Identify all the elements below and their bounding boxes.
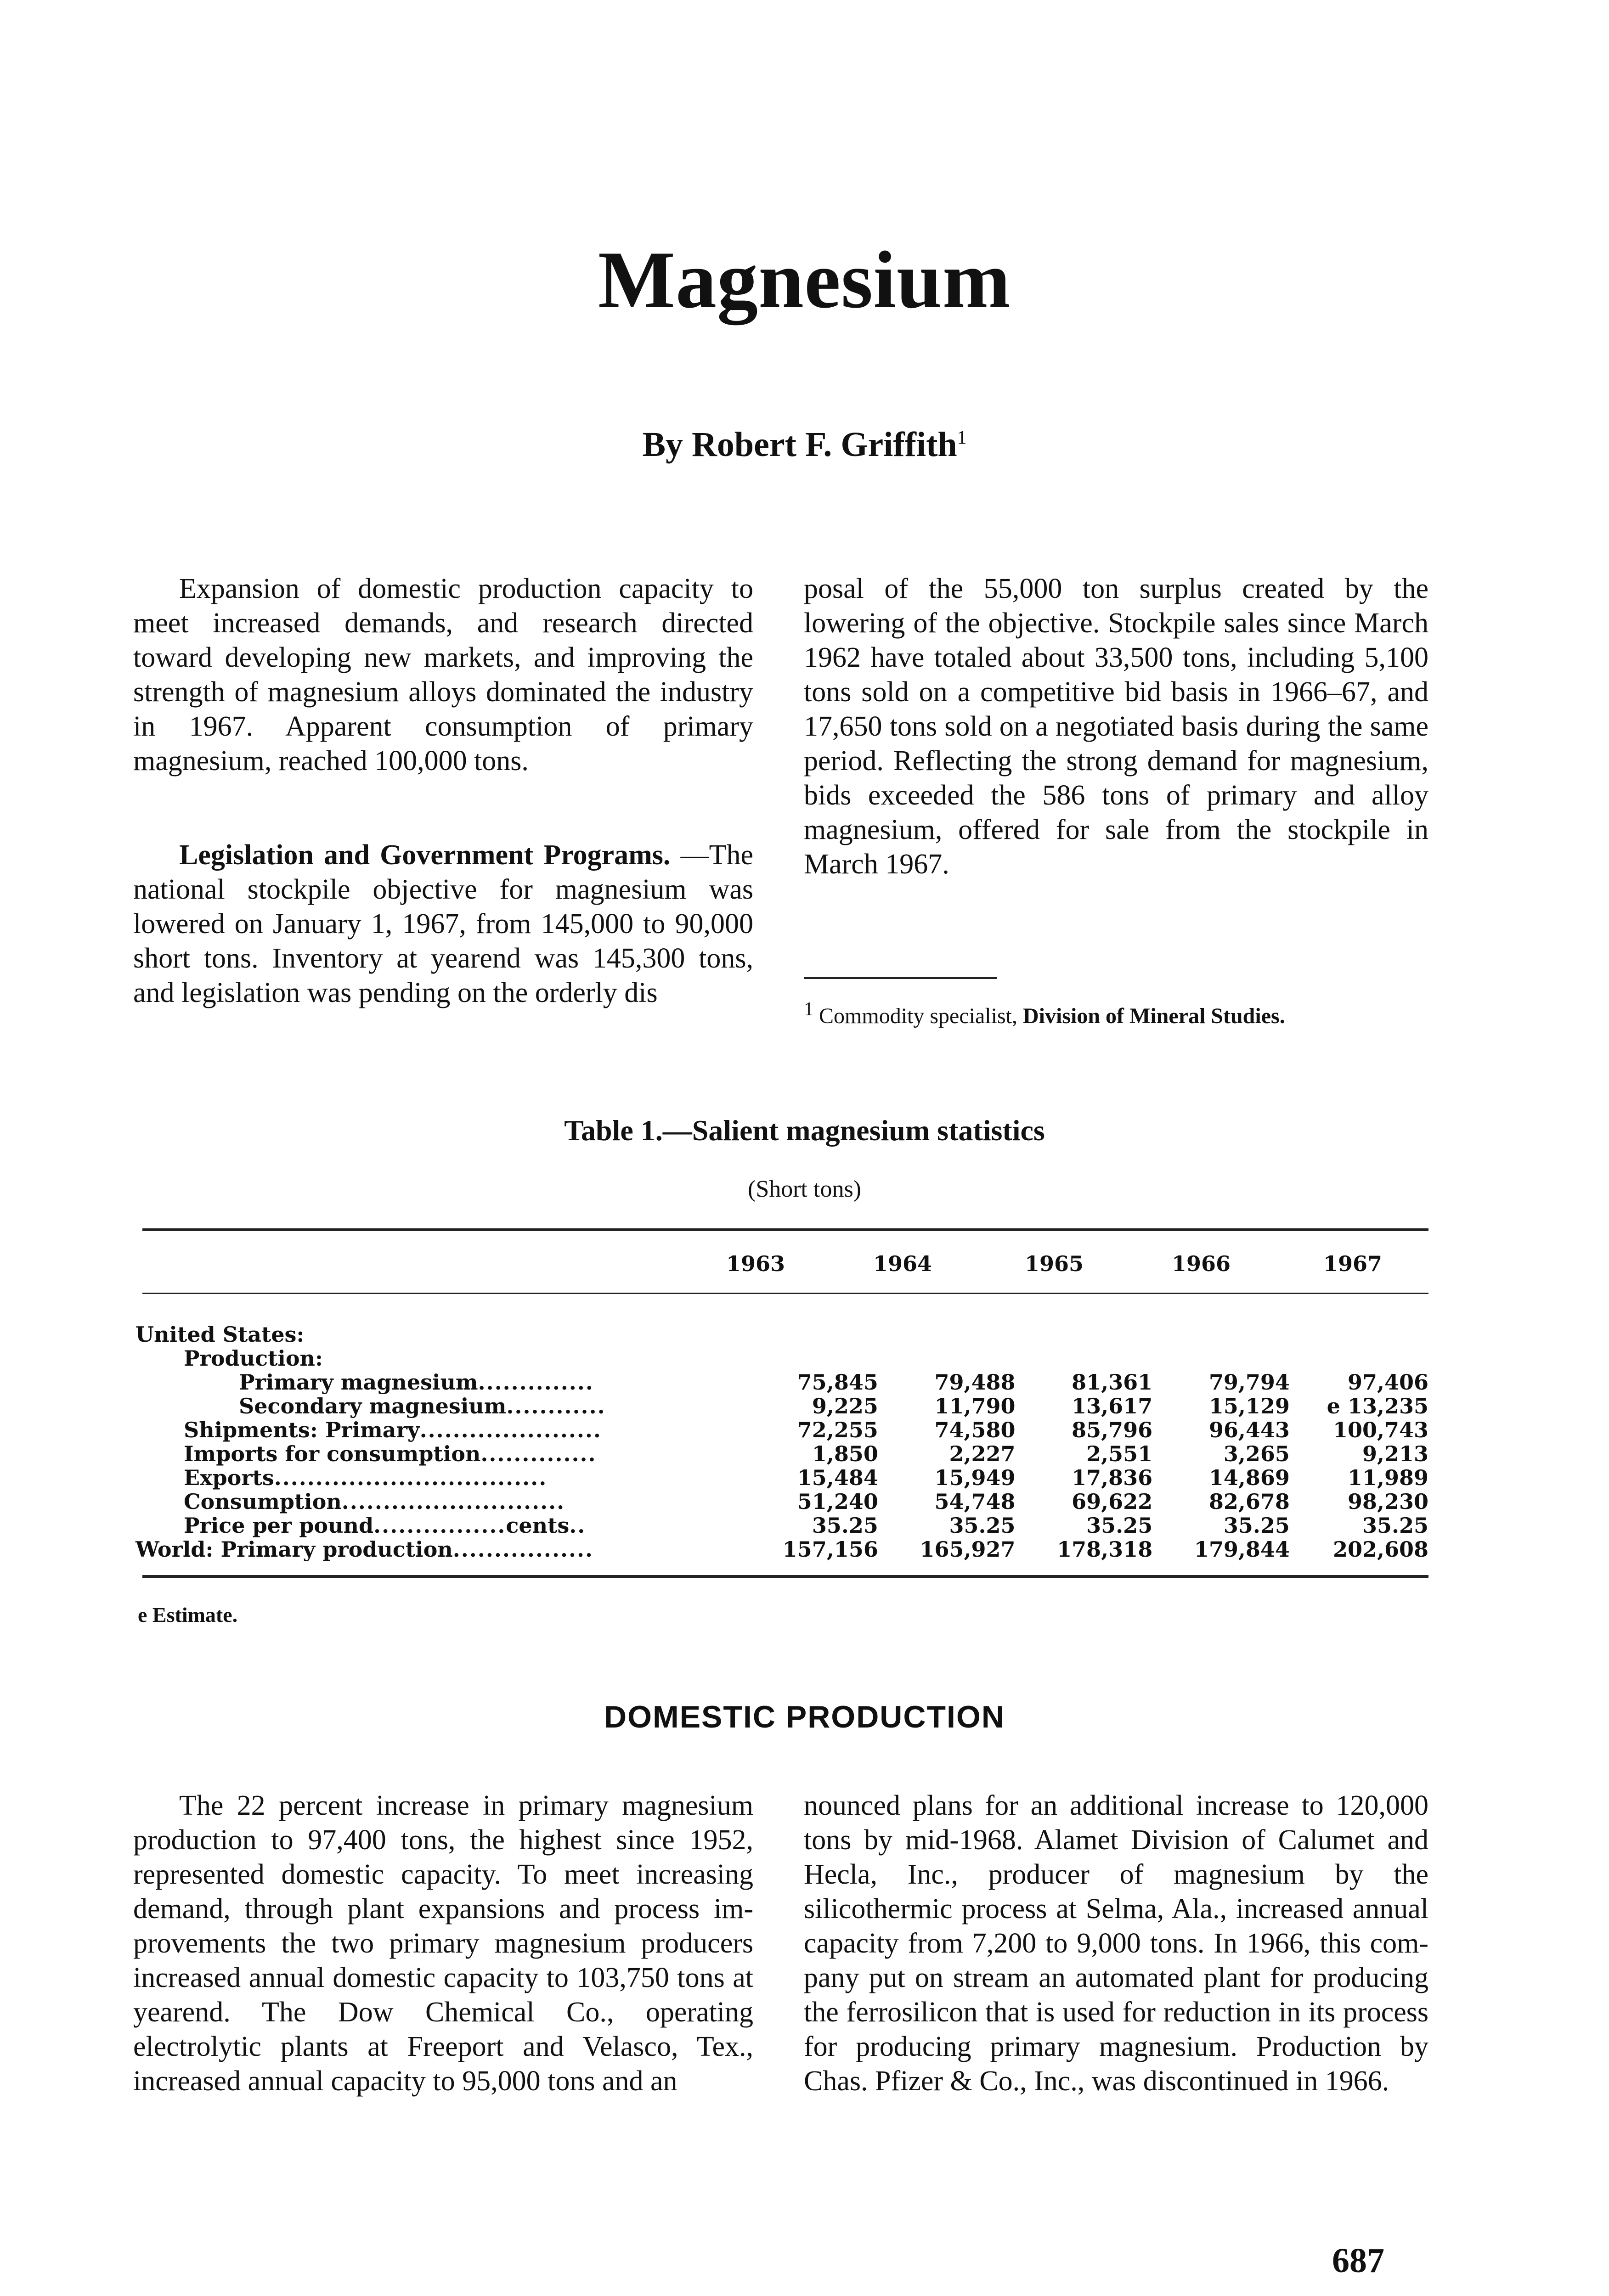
footnote-text: Commodity specialist, <box>819 1004 1017 1028</box>
table-row <box>135 1346 1428 1370</box>
table-cell: 98,230 <box>1347 1489 1428 1514</box>
table-cell: 1,850 <box>812 1441 878 1466</box>
table-cell: 35.25 <box>1362 1513 1428 1538</box>
row-label: Production: <box>184 1346 323 1371</box>
table-cell: 11,790 <box>934 1394 1016 1418</box>
table-cell: 35.25 <box>949 1513 1016 1538</box>
domestic-paragraph: The 22 percent increase in primary magnesium production to 97,400 tons, the highest since 1952, represented domestic capacity. To meet increasing demand, through plant expansions and process improvements the two primary magnesium producers increased annual domestic capacity to 103,750 tons at yearend. The Dow Chemical Co., operating electrolytic plants at Freeport and Velasco, Tex., increased annual capacity to 95,000 tons and an <box>133 1790 753 2097</box>
table-cell: 81,361 <box>1072 1370 1153 1395</box>
table-cell: 82,678 <box>1208 1489 1290 1514</box>
table-cell: 74,580 <box>934 1418 1016 1442</box>
row-label: Shipments: Primary...................... <box>184 1418 602 1442</box>
table-cell: 100,743 <box>1332 1418 1428 1442</box>
legislation-section <box>133 838 753 1010</box>
table-row <box>135 1418 1428 1442</box>
year-header-1967: 1967 <box>1323 1251 1383 1276</box>
table-cell: 9,225 <box>812 1394 878 1418</box>
table-row <box>135 1322 1428 1346</box>
table-note: e Estimate. <box>138 1603 238 1626</box>
intro-right-column <box>804 572 1428 882</box>
year-header-1963: 1963 <box>726 1251 785 1276</box>
row-label: Primary magnesium.............. <box>239 1370 594 1395</box>
year-header-1966: 1966 <box>1171 1251 1231 1276</box>
table-cell: 3,265 <box>1223 1441 1290 1466</box>
table-cell: 35.25 <box>1223 1513 1290 1538</box>
table-cell: 17,836 <box>1072 1465 1153 1490</box>
author-byline <box>0 427 1609 462</box>
table-row <box>135 1442 1428 1466</box>
footnote-text-bold: Division of Mineral Studies. <box>1022 1004 1285 1028</box>
footnote-mark: 1 <box>957 427 967 449</box>
table-cell: 79,794 <box>1208 1370 1290 1395</box>
row-label: United States: <box>135 1322 305 1347</box>
table-cell: 96,443 <box>1208 1418 1290 1442</box>
table-cell: 14,869 <box>1208 1465 1290 1490</box>
table-cell: 97,406 <box>1347 1370 1428 1395</box>
table-cell: 2,551 <box>1086 1441 1153 1466</box>
intro-paragraph: Expansion of domestic production capacity to meet increased demands, and research directed toward developing new markets, and improving the strength of magnesium alloys dominated the industry in 1967. Apparent consumption of primary magnesium, reached 100,000 tons. <box>133 573 753 777</box>
table-cell: 79,488 <box>934 1370 1016 1395</box>
row-label: World: Primary production................. <box>135 1537 594 1562</box>
table-cell: e 13,235 <box>1327 1394 1428 1418</box>
table-cell: 72,255 <box>797 1418 878 1442</box>
table-subtitle: (Short tons) <box>748 1176 861 1202</box>
section-heading: DOMESTIC PRODUCTION <box>604 1699 1005 1734</box>
table-cell: 54,748 <box>934 1489 1016 1514</box>
page-number: 687 <box>1332 2241 1384 2280</box>
table-cell: 202,608 <box>1332 1537 1428 1562</box>
domestic-paragraph-continued: nounced plans for an additional increase to 120,000 tons by mid-1968. Alamet Division of Calumet and Hecla, Inc., producer of magnesium by the silicothermic process at Selma, Ala., increased annual capacity from 7,200 to 9,000 tons. In 1966, this company put on stream an automated plant for producing the ferrosilicon that is used for reduction in its process for producing primary magnesium. Production by Chas. Pfizer & Co., Inc., was discontinued in 1966. <box>804 1790 1428 2097</box>
row-label: Price per pound................cents.. <box>184 1513 586 1538</box>
table-cell: 51,240 <box>797 1489 878 1514</box>
table-cell: 2,227 <box>949 1441 1016 1466</box>
domestic-left-column <box>133 1789 753 2099</box>
intro-left-column <box>133 572 753 778</box>
table-cell: 35.25 <box>1086 1513 1153 1538</box>
author-name: By Robert F. Griffith <box>642 425 957 464</box>
row-label: Consumption........................... <box>184 1489 565 1514</box>
year-header-1965: 1965 <box>1024 1251 1084 1276</box>
table-row <box>135 1370 1428 1394</box>
footnote-number: 1 <box>804 999 813 1020</box>
table-cell: 75,845 <box>797 1370 878 1395</box>
legislation-paragraph: Legislation and Government Programs. —The national stockpile objective for magnesium was lowered on January 1, 1967, from 145,000 to 90,000 short tons. Inventory at yearend was 145,300 tons, and legislation was pending on the orderly dis <box>133 839 753 1008</box>
page-title: Magnesium <box>598 234 1011 325</box>
table-cell: 11,989 <box>1347 1465 1428 1490</box>
footnote <box>804 996 1428 1029</box>
row-label: Secondary magnesium............ <box>239 1394 606 1418</box>
table-cell: 15,484 <box>797 1465 878 1490</box>
table-row <box>135 1514 1428 1537</box>
table-cell: 165,927 <box>920 1537 1016 1562</box>
table-cell: 179,844 <box>1194 1537 1290 1562</box>
footnote-divider <box>804 977 997 979</box>
table-row <box>135 1466 1428 1490</box>
table-row <box>135 1490 1428 1514</box>
table-cell: 35.25 <box>812 1513 878 1538</box>
table-cell: 13,617 <box>1072 1394 1153 1418</box>
row-label: Exports................................. <box>184 1465 548 1490</box>
row-label: Imports for consumption.............. <box>184 1441 597 1466</box>
table-title: Table 1.—Salient magnesium statistics <box>564 1114 1045 1147</box>
table-cell: 69,622 <box>1072 1489 1153 1514</box>
year-header-1964: 1964 <box>873 1251 932 1276</box>
table-top-rule <box>142 1228 1428 1231</box>
table-cell: 9,213 <box>1362 1441 1428 1466</box>
table-bottom-rule <box>142 1575 1428 1578</box>
table-cell: 85,796 <box>1072 1418 1153 1442</box>
statistics-table <box>135 1322 1428 1561</box>
table-cell: 178,318 <box>1057 1537 1153 1562</box>
domestic-right-column <box>804 1789 1428 2099</box>
table-row <box>135 1394 1428 1418</box>
table-cell: 15,129 <box>1208 1394 1290 1418</box>
table-row <box>135 1537 1428 1561</box>
legislation-heading: Legislation and Government Programs. <box>179 839 671 871</box>
table-cell: 157,156 <box>782 1537 878 1562</box>
legislation-continued: posal of the 55,000 ton surplus created by the lowering of the objective. Stockpile sales since March 1962 have totaled about 33,500 tons, including 5,100 tons sold on a competitive bid basis in 1966–67, and 17,650 tons sold on a negotiated basis during the same period. Reflecting the strong demand for magnesium, bids exceeded the 586 tons of primary and alloy magnesium, offered for sale from the stockpile in March 1967. <box>804 573 1428 880</box>
table-cell: 15,949 <box>934 1465 1016 1490</box>
table-header-rule <box>142 1293 1428 1294</box>
